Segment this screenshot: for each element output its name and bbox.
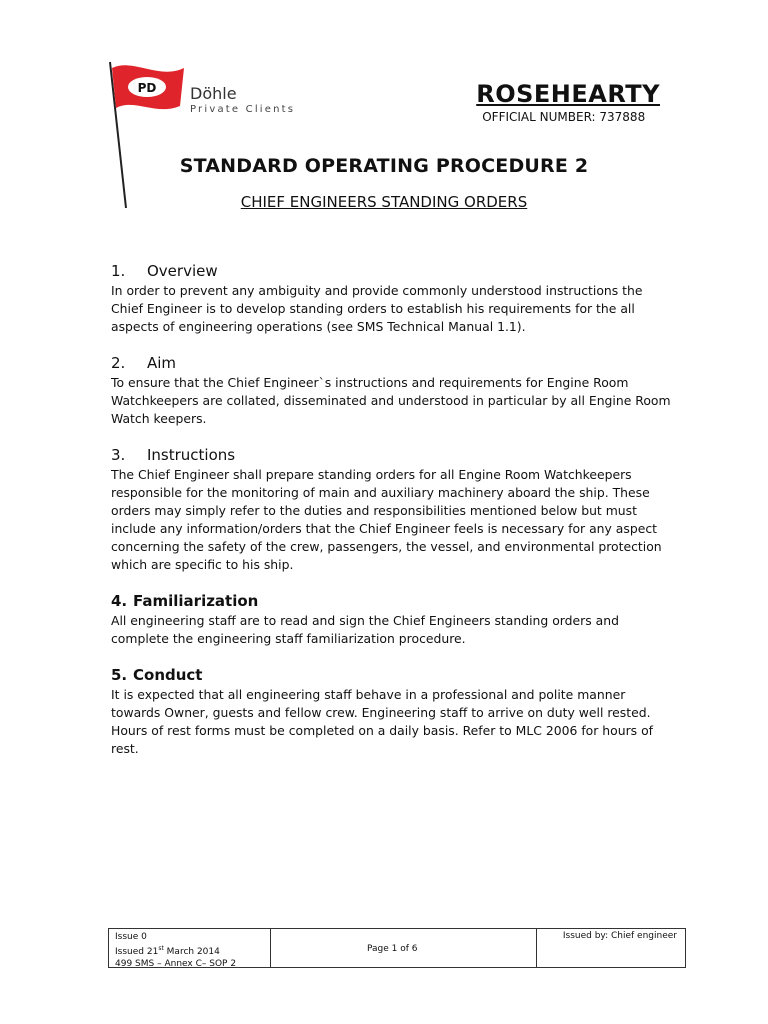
footer-issued-suffix: March 2014 xyxy=(163,947,220,957)
section-aim xyxy=(111,354,671,428)
company-logo xyxy=(104,58,344,208)
section-number: 1. xyxy=(111,262,126,280)
section-heading xyxy=(111,262,671,280)
section-instructions xyxy=(111,446,671,574)
section-text: To ensure that the Chief Engineer`s instructions and requirements for Engine Room Watchkeepers are collated, disseminated and understood in particular by all Engine Room Watch keepers. xyxy=(111,375,671,426)
section-text: All engineering staff are to read and sign the Chief Engineers standing orders and complete the engineering staff familiarization procedure. xyxy=(111,613,619,646)
footer-issued-date xyxy=(115,943,236,958)
section-number: 5. xyxy=(111,666,128,684)
section-conduct xyxy=(111,666,671,758)
page-footer xyxy=(108,928,686,968)
section-number: 3. xyxy=(111,446,126,464)
page-title: STANDARD OPERATING PROCEDURE 2 xyxy=(179,155,589,177)
flag-icon xyxy=(104,58,204,208)
footer-divider xyxy=(536,929,537,967)
section-heading xyxy=(111,592,671,610)
section-title: Conduct xyxy=(133,666,203,684)
section-number: 2. xyxy=(111,354,126,372)
section-title: Overview xyxy=(147,262,218,280)
footer-issued-sup: st xyxy=(158,945,164,952)
section-familiarization xyxy=(111,592,671,648)
official-number: OFFICIAL NUMBER: 737888 xyxy=(482,110,646,124)
section-title: Instructions xyxy=(147,446,236,464)
section-heading xyxy=(111,666,671,684)
footer-reference: 499 SMS – Annex C– SOP 2 xyxy=(115,959,237,969)
document-body xyxy=(111,262,671,776)
logo-name: Döhle xyxy=(190,84,237,103)
section-text: The Chief Engineer shall prepare standing orders for all Engine Room Watchkeepers responsible for the monitoring of main and auxiliary machinery aboard the ship. These orders may simply refer to the duties and responsibilities mentioned below but must include any information/orders that the Chief Engineer feels is necessary for any aspect concerning the safety of the crew, passengers, the vessel, and environmental protection which are specific to his ship. xyxy=(111,467,662,572)
section-title: Familiarization xyxy=(133,592,259,610)
section-heading xyxy=(111,446,671,464)
vessel-info xyxy=(476,80,660,124)
footer-page-number: Page 1 of 6 xyxy=(367,944,418,954)
section-overview xyxy=(111,262,671,336)
logo-tagline: Private Clients xyxy=(190,104,296,115)
section-heading xyxy=(111,354,671,372)
vessel-name: ROSEHEARTY xyxy=(476,80,660,108)
footer-divider xyxy=(270,929,271,967)
page-subtitle: CHIEF ENGINEERS STANDING ORDERS xyxy=(240,193,528,211)
footer-issued-prefix: Issued 21 xyxy=(115,947,159,957)
section-number: 4. xyxy=(111,592,128,610)
footer-issued-by: Issued by: Chief engineer xyxy=(562,931,677,941)
section-text: In order to prevent any ambiguity and provide commonly understood instructions the Chief Engineer is to develop standing orders to establish his requirements for the all aspects of engineering operations (see SMS Technical Manual 1.1). xyxy=(111,283,643,334)
footer-issue: Issue 0 xyxy=(115,932,147,942)
section-title: Aim xyxy=(147,354,177,372)
logo-flag-text: PD xyxy=(137,81,157,95)
section-text: It is expected that all engineering staff behave in a professional and polite manner towards Owner, guests and fellow crew. Engineering staff to arrive on duty well rested. Hours of rest forms must be completed on a daily basis. Refer to MLC 2006 for hours of rest. xyxy=(111,687,654,756)
footer-issue-info xyxy=(115,931,236,970)
